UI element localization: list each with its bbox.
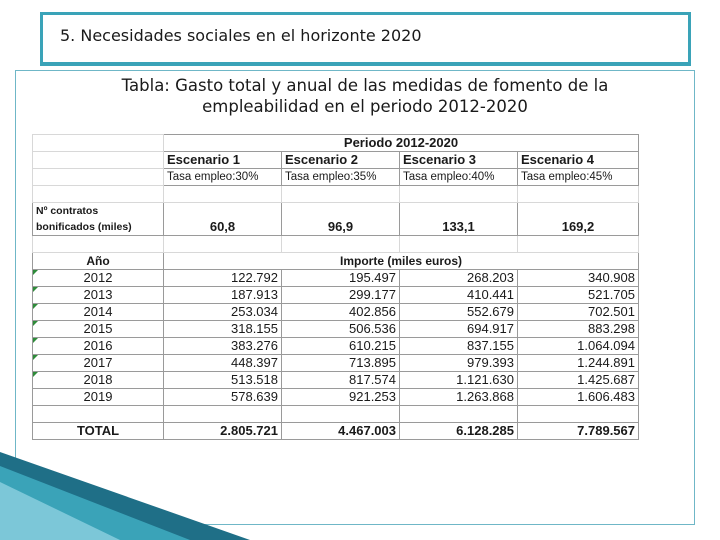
value-cell: 318.155 [164, 321, 282, 338]
contracts-row [33, 203, 639, 236]
slide-title: 5. Necesidades sociales en el horizonte 2020 [60, 26, 422, 45]
value-cell: 1.064.094 [518, 338, 639, 355]
value-cell: 513.518 [164, 372, 282, 389]
value-cell: 979.393 [400, 355, 518, 372]
value-cell: 694.917 [400, 321, 518, 338]
table-row [33, 270, 639, 287]
value-cell: 837.155 [400, 338, 518, 355]
scenario-row [33, 152, 639, 169]
contracts-3: 133,1 [400, 203, 518, 236]
table-row [33, 389, 639, 406]
tasa-row [33, 169, 639, 186]
total-1: 2.805.721 [164, 423, 282, 440]
scenario-1-header: Escenario 1 [164, 152, 282, 169]
amount-header-row [33, 253, 639, 270]
tasa-4: Tasa empleo:45% [518, 169, 639, 186]
year-cell: 2014 [33, 304, 164, 321]
value-cell: 340.908 [518, 270, 639, 287]
value-cell: 610.215 [282, 338, 400, 355]
contracts-label-line-1: Nº contratos [36, 205, 99, 217]
period-header: Periodo 2012-2020 [164, 135, 639, 152]
value-cell: 506.536 [282, 321, 400, 338]
value-cell: 552.679 [400, 304, 518, 321]
corner-swoosh-decoration [0, 452, 250, 540]
contracts-2: 96,9 [282, 203, 400, 236]
contracts-1: 60,8 [164, 203, 282, 236]
tasa-1: Tasa empleo:30% [164, 169, 282, 186]
tasa-2: Tasa empleo:35% [282, 169, 400, 186]
table-row [33, 338, 639, 355]
value-cell: 713.895 [282, 355, 400, 372]
value-cell: 1.606.483 [518, 389, 639, 406]
value-cell: 521.705 [518, 287, 639, 304]
table-row [33, 372, 639, 389]
table-row [33, 304, 639, 321]
year-cell: 2012 [33, 270, 164, 287]
value-cell: 402.856 [282, 304, 400, 321]
value-cell: 122.792 [164, 270, 282, 287]
value-cell: 187.913 [164, 287, 282, 304]
table-row [33, 355, 639, 372]
period-row [33, 135, 639, 152]
year-cell: 2019 [33, 389, 164, 406]
caption-line-1: Tabla: Gasto total y anual de las medidas de fomento de la [121, 76, 609, 95]
value-cell: 1.244.891 [518, 355, 639, 372]
table-row [33, 287, 639, 304]
value-cell: 921.253 [282, 389, 400, 406]
amount-header: Importe (miles euros) [164, 253, 639, 270]
value-cell: 817.574 [282, 372, 400, 389]
value-cell: 1.425.687 [518, 372, 639, 389]
table-row [33, 321, 639, 338]
value-cell: 268.203 [400, 270, 518, 287]
year-cell: 2013 [33, 287, 164, 304]
year-cell: 2018 [33, 372, 164, 389]
value-cell: 702.501 [518, 304, 639, 321]
value-cell: 253.034 [164, 304, 282, 321]
table-caption [15, 75, 715, 117]
value-cell: 883.298 [518, 321, 639, 338]
value-cell: 383.276 [164, 338, 282, 355]
value-cell: 1.263.868 [400, 389, 518, 406]
year-header: Año [33, 253, 164, 270]
scenario-2-header: Escenario 2 [282, 152, 400, 169]
value-cell: 195.497 [282, 270, 400, 287]
tasa-3: Tasa empleo:40% [400, 169, 518, 186]
contracts-label [33, 203, 164, 236]
total-label: TOTAL [33, 423, 164, 440]
caption-line-2: empleabilidad en el periodo 2012-2020 [202, 97, 528, 116]
year-cell: 2016 [33, 338, 164, 355]
contracts-4: 169,2 [518, 203, 639, 236]
year-cell: 2017 [33, 355, 164, 372]
total-2: 4.467.003 [282, 423, 400, 440]
scenario-4-header: Escenario 4 [518, 152, 639, 169]
contracts-label-line-2: bonificados (miles) [36, 221, 132, 233]
total-row [33, 423, 639, 440]
scenario-3-header: Escenario 3 [400, 152, 518, 169]
value-cell: 299.177 [282, 287, 400, 304]
value-cell: 410.441 [400, 287, 518, 304]
gasto-table [32, 134, 639, 440]
value-cell: 448.397 [164, 355, 282, 372]
value-cell: 578.639 [164, 389, 282, 406]
total-4: 7.789.567 [518, 423, 639, 440]
value-cell: 1.121.630 [400, 372, 518, 389]
year-cell: 2015 [33, 321, 164, 338]
total-3: 6.128.285 [400, 423, 518, 440]
